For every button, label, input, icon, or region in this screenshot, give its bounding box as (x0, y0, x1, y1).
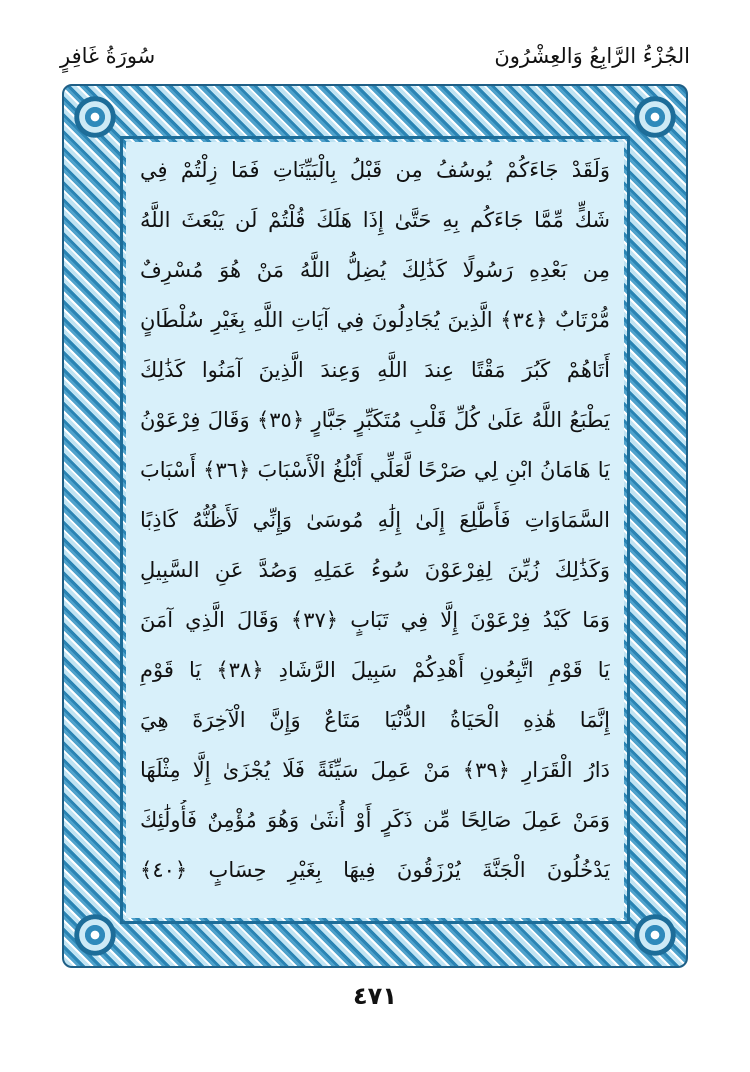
text-line: وَلَقَدْ جَاءَكُمْ يُوسُفُ مِن قَبْلُ بِالْبَيِّنَاتِ فَمَا زِلْتُمْ فِي (140, 158, 610, 182)
text-line: دَارُ الْقَرَارِ ﴿٣٩﴾ مَنْ عَمِلَ سَيِّئَةً فَلَا يُجْزَىٰ إِلَّا مِثْلَهَا (140, 758, 610, 782)
page-number: ٤٧١ (353, 982, 397, 1010)
juz-title: الجُزْءُ الرَّابِعُ وَالعِشْرُونَ (494, 44, 690, 68)
text-line: شَكٍّ مِّمَّا جَاءَكُم بِهِ حَتَّىٰ إِذَا هَلَكَ قُلْتُمْ لَن يَبْعَثَ اللَّهُ (140, 208, 610, 232)
text-line: السَّمَاوَاتِ فَأَطَّلِعَ إِلَىٰ إِلَٰهِ مُوسَىٰ وَإِنِّي لَأَظُنُّهُ كَاذِبًا (140, 508, 610, 532)
frame-corner-ornament (626, 88, 684, 146)
frame-corner-ornament (66, 906, 124, 964)
text-line: يَطْبَعُ اللَّهُ عَلَىٰ كُلِّ قَلْبِ مُتَكَبِّرٍ جَبَّارٍ ﴿٣٥﴾ وَقَالَ فِرْعَوْنُ (140, 408, 610, 432)
text-line: وَمَنْ عَمِلَ صَالِحًا مِّن ذَكَرٍ أَوْ أُنثَىٰ وَهُوَ مُؤْمِنٌ فَأُولَٰئِكَ (140, 808, 610, 832)
text-line: يَدْخُلُونَ الْجَنَّةَ يُرْزَقُونَ فِيهَا بِغَيْرِ حِسَابٍ ﴿٤٠﴾ (140, 858, 610, 882)
text-line: مُّرْتَابٌ ﴿٣٤﴾ الَّذِينَ يُجَادِلُونَ فِي آيَاتِ اللَّهِ بِغَيْرِ سُلْطَانٍ (140, 308, 610, 332)
text-line: وَكَذَٰلِكَ زُيِّنَ لِفِرْعَوْنَ سُوءُ عَمَلِهِ وَصُدَّ عَنِ السَّبِيلِ (140, 558, 610, 582)
text-line: يَا هَامَانُ ابْنِ لِي صَرْحًا لَّعَلِّي أَبْلُغُ الْأَسْبَابَ ﴿٣٦﴾ أَسْبَابَ (140, 458, 610, 482)
page-header (60, 44, 690, 84)
text-line: مِن بَعْدِهِ رَسُولًا كَذَٰلِكَ يُضِلُّ اللَّهُ مَنْ هُوَ مُسْرِفٌ (140, 258, 610, 282)
surah-title: سُورَةُ غَافِرٍ (60, 44, 156, 68)
frame-corner-ornament (66, 88, 124, 146)
text-line: يَا قَوْمِ اتَّبِعُونِ أَهْدِكُمْ سَبِيلَ الرَّشَادِ ﴿٣٨﴾ يَا قَوْمِ (140, 658, 610, 682)
text-line: إِنَّمَا هَٰذِهِ الْحَيَاةُ الدُّنْيَا مَتَاعٌ وَإِنَّ الْآخِرَةَ هِيَ (140, 708, 610, 732)
quran-text-block (140, 150, 610, 910)
frame-corner-ornament (626, 906, 684, 964)
text-line: أَتَاهُمْ كَبُرَ مَقْتًا عِندَ اللَّهِ وَعِندَ الَّذِينَ آمَنُوا كَذَٰلِكَ (140, 358, 610, 382)
text-line: وَمَا كَيْدُ فِرْعَوْنَ إِلَّا فِي تَبَابٍ ﴿٣٧﴾ وَقَالَ الَّذِي آمَنَ (140, 608, 610, 632)
